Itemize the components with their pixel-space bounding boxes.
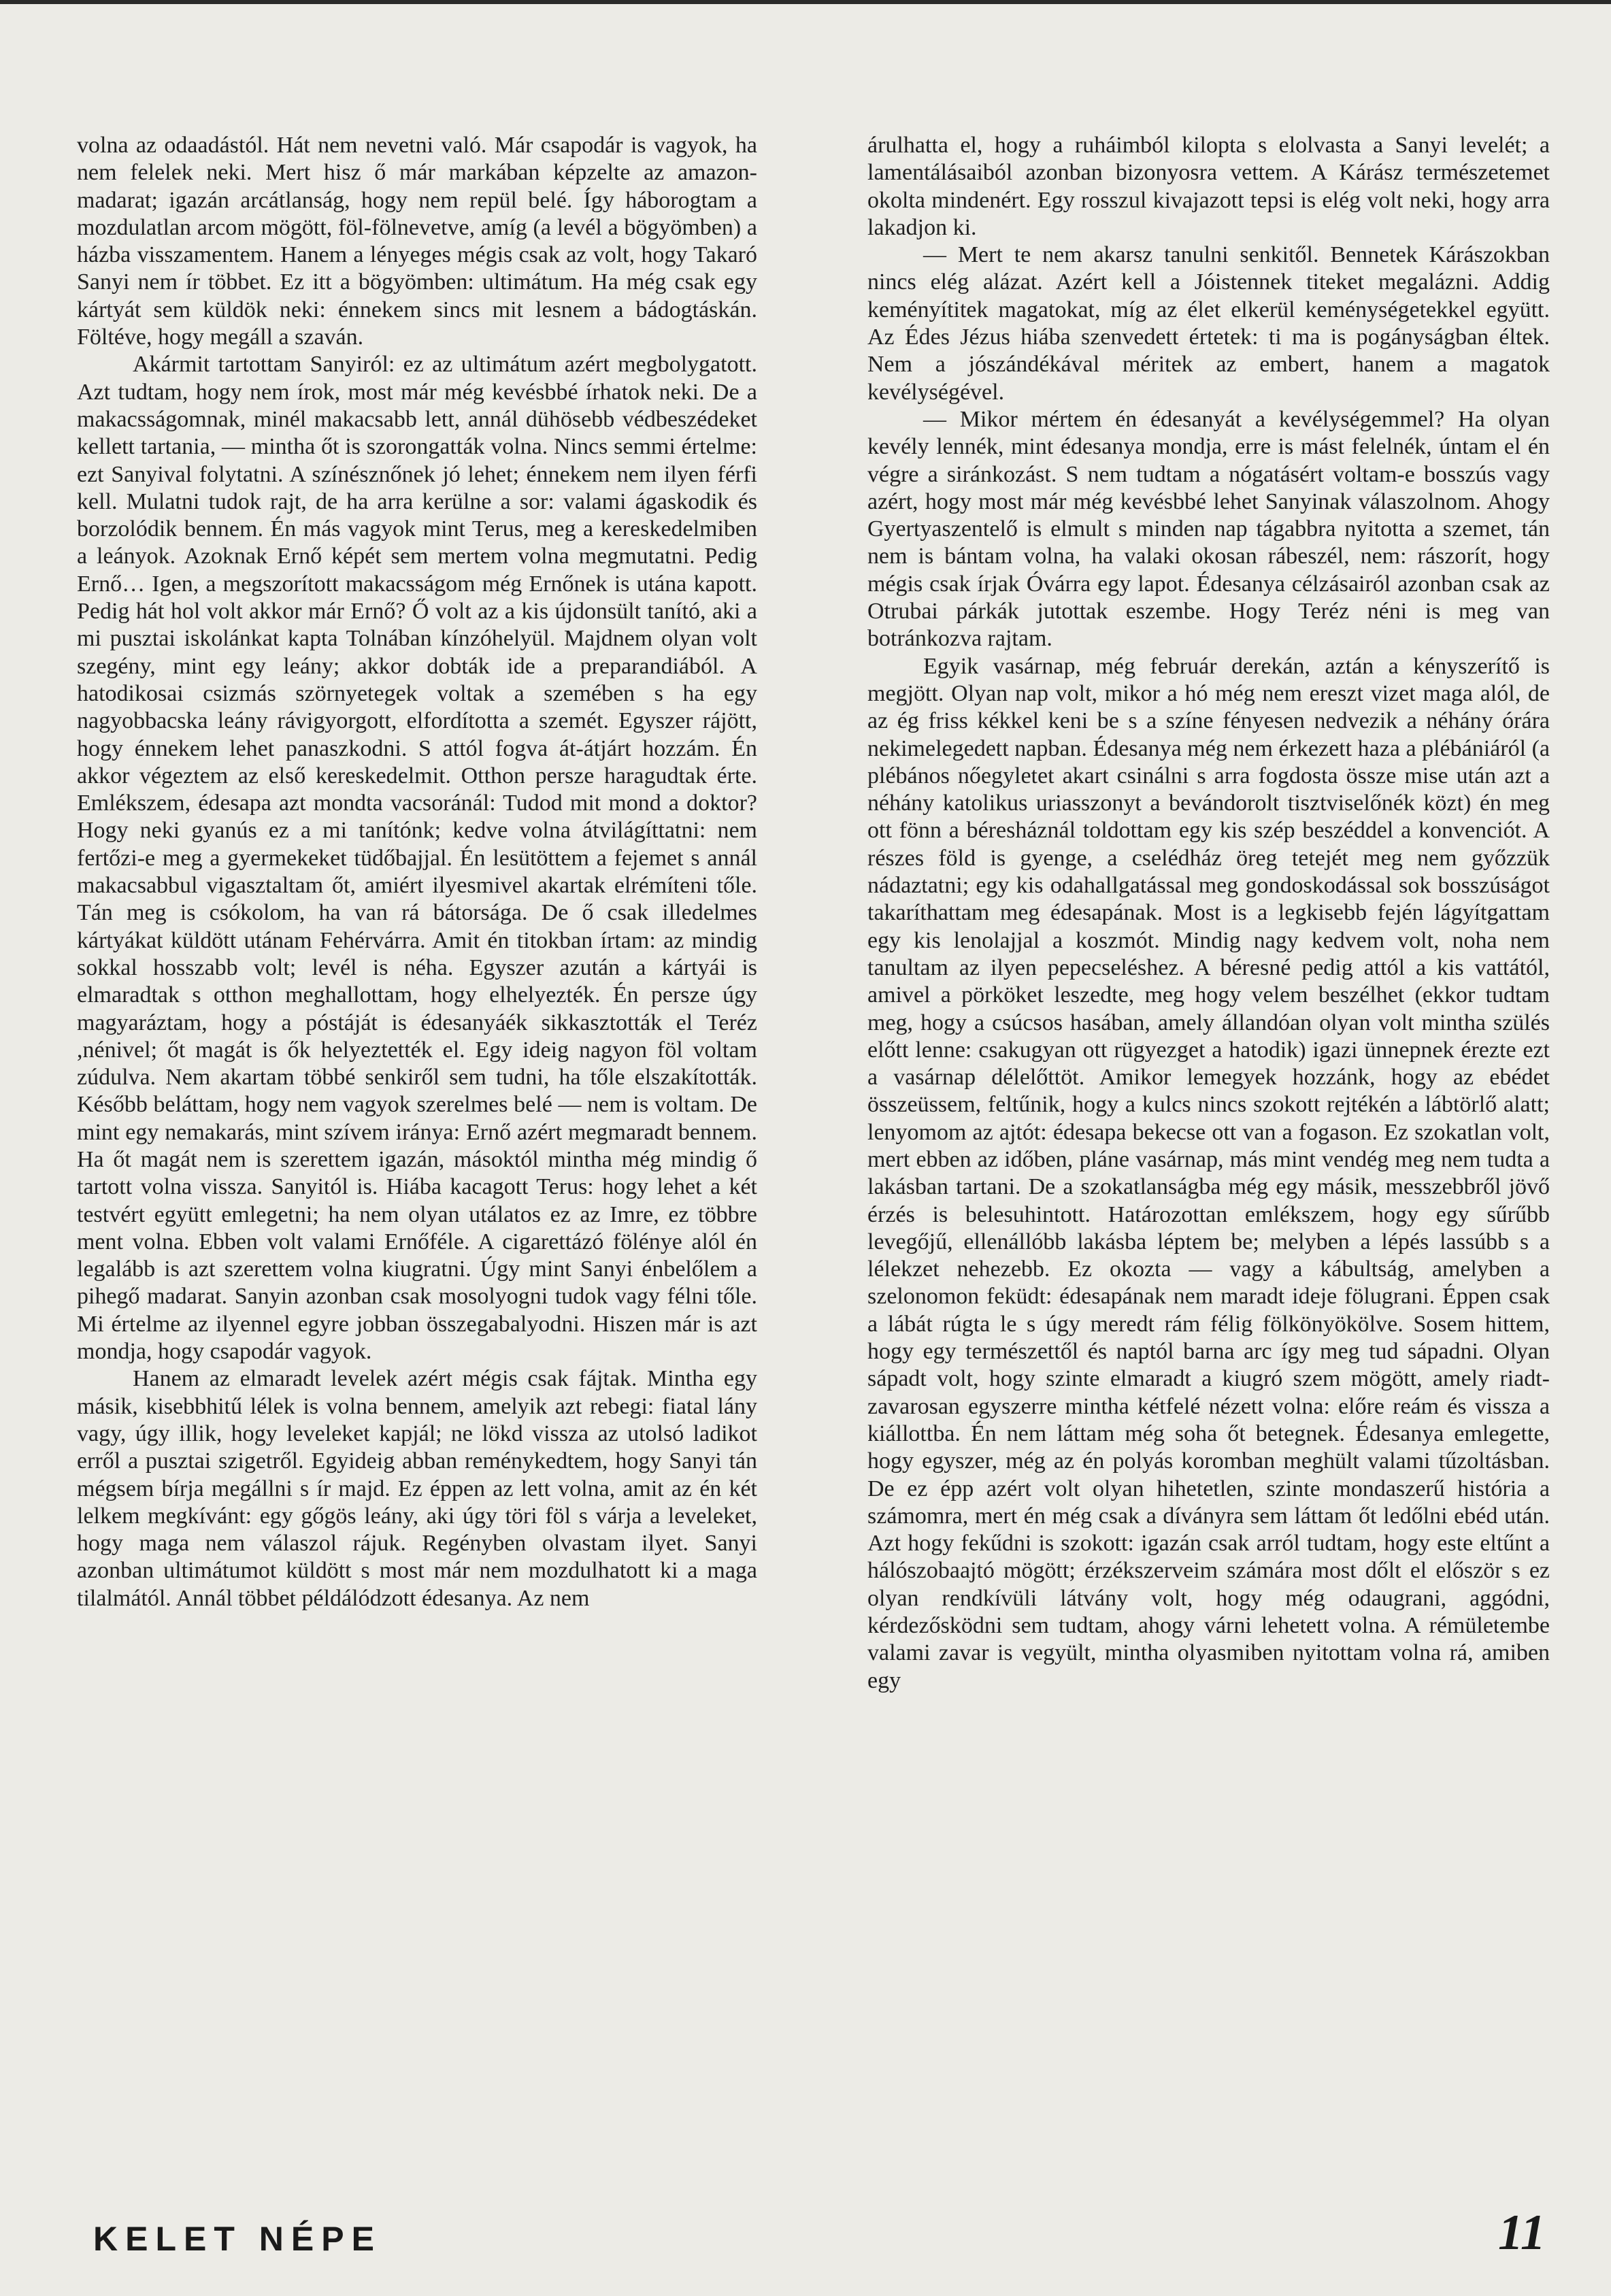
top-rule [0,0,1611,4]
paragraph: Hanem az elmaradt levelek azért mégis csak fájtak. Mintha egy másik, kisebbhitű lélek is volna bennem, amelyik azt rebegi: fiatal lány vagy, úgy illik, hogy leveleket kapjál; ne lökd vissza az utolsó ladikot erről a pusztai szigetről. Egyideig abban reménykedtem, hogy Sanyi tán mégsem bírja megállni s ír majd. Ez éppen az lett volna, amit az én két lelkem megkívánt: egy gőgös leány, aki úgy töri föl s várja a leveleket, hogy maga nem válaszol rájuk. Regényben olvastam ilyet. Sanyi azonban ultimátumot küldött s most már nem mozdulhatott ki a maga tilalmától. Annál többet példálódzott édesanya. Az nem [77,1366,757,1611]
paragraph: árulhatta el, hogy a ruháimból kilopta s elolvasta a Sanyi levelét; a lamentálásaiból azonban bizonyosra vettem. A Kárász természetemet okolta mindenért. Egy rosszul kivajazott tepsi is elég volt neki, hogy arra lakadjon ki. [867,133,1550,240]
left-text-column [77,132,757,1612]
right-text-column [867,132,1550,1695]
paragraph: — Mert te nem akarsz tanulni senkitől. Bennetek Kárászokban nincs elég alázat. Azért kell a Jóistennek titeket megalázni. Addig keményítitek magatokat, míg az élet elkerül keménységetekkel együtt. Az Édes Jézus hiába szenvedett értetek: ti ma is pogányságban éltek. Nem a jószándékával méritek az embert, hanem a magatok kevélységével. [867,242,1550,405]
paragraph: Akármit tartottam Sanyiról: ez az ultimátum azért megbolygatott. Azt tudtam, hogy nem írok, most már még kevésbbé írhatok neki. De a makacsságomnak, minél makacsabb lett, annál dühösebb védbeszédeket kellett tartania, — mintha őt is szorongatták volna. Nincs semmi értelme: ezt Sanyival folytatni. A színésznőnek jó lehet; énnekem nem ilyen férfi kell. Mulatni tudok rajt, de ha arra kerülne a sor: valami ágaskodik és borzolódik bennem. Én más vagyok mint Terus, meg a kereskedelmiben a leányok. Azoknak Ernő képét sem mertem volna megmutatni. Pedig Ernő… Igen, a megszorított makacsságom még Ernőnek is utána kapott. Pedig hát hol volt akkor már Ernő? Ő volt az a kis újdonsült tanító, aki a mi pusztai iskolánkat kapta Tolnában kínzóhelyül. Majdnem olyan volt szegény, mint egy leány; akkor dobták ide a preparandiából. A hatodikosai csizmás szörnyetegek voltak a szemében s ha egy nagyobbacska leány rávigyorgott, elfordította a szemét. Egyszer rájött, hogy énnekem lehet panaszkodni. S attól fogva át-átjárt hozzám. Én akkor végeztem az első kereskedelmit. Otthon persze haragudtak érte. Emlékszem, édesapa azt mondta vacsoránál: Tudod mit mond a doktor? Hogy neki gyanús ez a mi tanítónk; kedve volna átvilágíttatni: nem fertőzi-e meg a gyermekeket tüdőbajjal. Én lesütöttem a fejemet s annál makacsabbul vigasztaltam őt, amiért ilyesmivel akartak elrémíteni tőle. Tán meg is csókolom, ha van rá bátorsága. De ő csak illedelmes kártyákat küldött utánam Fehérvárra. Amit én titokban írtam: az mindig sokkal hosszabb volt; levél is néha. Egyszer azután a kártyái is elmaradtak s otthon meghallottam, hogy elhelyezték. Én persze úgy magyaráztam, hogy a póstáját is édesanyáék sikkasztották el Teréz ,nénivel; őt magát is ők helyeztették el. Egy ideig nagyon föl voltam zúdulva. Nem akartam többé senkiről sem tudni, ha tőle elszakították. Később beláttam, hogy nem vagyok szerelmes belé — nem is voltam. De mint egy nemakarás, mint szívem iránya: Ernő azért megmaradt bennem. Ha őt magát nem is szerettem igazán, másoktól mintha még mindig ő tartott volna vissza. Sanyitól is. Hiába kacagott Terus: hogy lehet a két testvért együtt emlegetni; ha nem olyan utálatos ez az Imre, ez többre ment volna. Ebben volt valami Ernőféle. A cigarettázó fölénye alól én legalább is azt szerettem volna kiugratni. Úgy mint Sanyi énbelőlem a pihegő madarat. Sanyin azonban csak mosolyogni tudok vagy félni tőle. Mi értelme az ilyennel egyre jobban összegabalyodni. Hiszen már is azt mondja, hogy csapodár vagyok. [77,352,757,1365]
page-number: 11 [1498,2205,1546,2261]
magazine-title: KELET NÉPE [93,2220,382,2258]
paragraph: volna az odaadástól. Hát nem nevetni való. Már csapodár is vagyok, ha nem felelek neki. Mert hisz ő már markában képzelte az amazon-madarat; igazán arcátlanság, hogy nem repül belé. Így háborogtam a mozdulatlan arcom mögött, föl-fölnevetve, amíg (a levél a bögyömben) a házba visszamentem. Hanem a lényeges mégis csak az volt, hogy Takaró Sanyi nem ír többet. Ez itt a bögyömben: ultimátum. Ha még csak egy kártyát sem küldök neki: énnekem sincs mit lesnem a bádogtáskán. Föltéve, hogy megáll a szaván. [77,133,757,350]
paragraph: — Mikor mértem én édesanyát a kevélységemmel? Ha olyan kevély lennék, mint édesanya mondja, erre is mást felelnék, úntam el én végre a siránkozást. S nem tudtam a nógatásért voltam-e bosszús vagy azért, hogy most már még kevésbbé lehet Sanyinak válaszolnom. Ahogy Gyertyaszentelő is elmult s minden nap tágabbra nyitotta a szemet, tán nem is bántam volna, ha valaki okosan rábeszél, nem: rászorít, hogy mégis csak írjak Óvárra egy lapot. Édesanya célzásairól azonban csak az Otrubai párkák jutottak eszembe. Hogy Teréz néni is meg van botránkozva rajtam. [867,406,1550,652]
paragraph: Egyik vasárnap, még február derekán, aztán a kényszerítő is megjött. Olyan nap volt, mikor a hó még nem ereszt vizet maga alól, de az ég friss kékkel keni be s a színe fényesen nedvezik a néhány órára nekimelegedett napban. Édesanya még nem érkezett haza a plébániáról (a plébános nőegyletet akart csinálni s arra fogdosta össze mise után azt a néhány katolikus uriasszonyt a bevándorolt tisztviselőnék közt) én meg ott fönn a béresháznál toldottam egy kis szép beszéddel a konvenciót. A részes föld is gyenge, a cselédház öreg tetejét meg nem győzzük nádaztatni; egy kis odahallgatással meg gondoskodással sok bosszúságot takaríthattam meg édesapának. Most is a legkisebb fején lágyítgattam egy kis lenolajjal a koszmót. Mindig nagy kedvem volt, noha nem tanultam az ilyen pepecseléshez. A béresné pedig attól a kis vattától, amivel a pörköket leszedte, meg hogy velem beszélhet (ekkor tudtam meg, hogy a csúcsos hasában, amely állandóan olyan volt mintha szülés előtt lenne: csakugyan ott rügyezget a hatodik) igazi ünnepnek érezte ezt a vasárnap délelőttöt. Amikor lemegyek hozzánk, hogy az ebédet összeüssem, feltűnik, hogy a kulcs nincs szokott rejtékén a lábtörlő alatt; lenyomom az ajtót: édesapa bekecse ott van a fogason. Ez szokatlan volt, mert ebben az időben, pláne vasárnap, más mint vendég meg nem tudta a lakásban tartani. De a szokatlanságba még egy másik, messzebbről jövő érzés is belesuhintott. Határozottan emlékszem, hogy egy sűrűbb levegőjű, ellenállóbb lakásba léptem be; melyben a lépés lassúbb s a lélekzet nehezebb. Ez okozta — vagy a kábultság, amelyben a szelonomon feküdt: édesapának nem maradt ideje fölugrani. Éppen csak a lábát rúgta le s úgy meredt rám félig fölkönyökölve. Sosem hittem, hogy egy természettől és naptól barna arc így meg tud sápadni. Olyan sápadt volt, hogy szinte elmaradt a kiugró szem mögött, amely riadt-zavarosan egyszerre mintha kétfelé nézett volna: előre reám és vissza a kiállottba. Én nem láttam még soha őt betegnek. Édesanya emlegette, hogy egyszer, még az én polyás koromban meghült valami tűzoltásban. De ez épp azért volt olyan hihetetlen, szinte mondaszerű história a számomra, mert én még csak a díványra sem láttam őt ledőlni ebéd után. Azt hogy fekűdni is szokott: igazán csak arról tudtam, hogy este eltűnt a hálószobaajtó mögött; érzékszerveim számára most dőlt el először s ez olyan rendkívüli látvány volt, hogy még odaugrani, aggódni, kérdezősködni sem tudtam, ahogy várni lehetett volna. A rémületembe valami zavar is vegyült, mintha olyasmiben nyitottam volna rá, amiben egy [867,653,1550,1693]
